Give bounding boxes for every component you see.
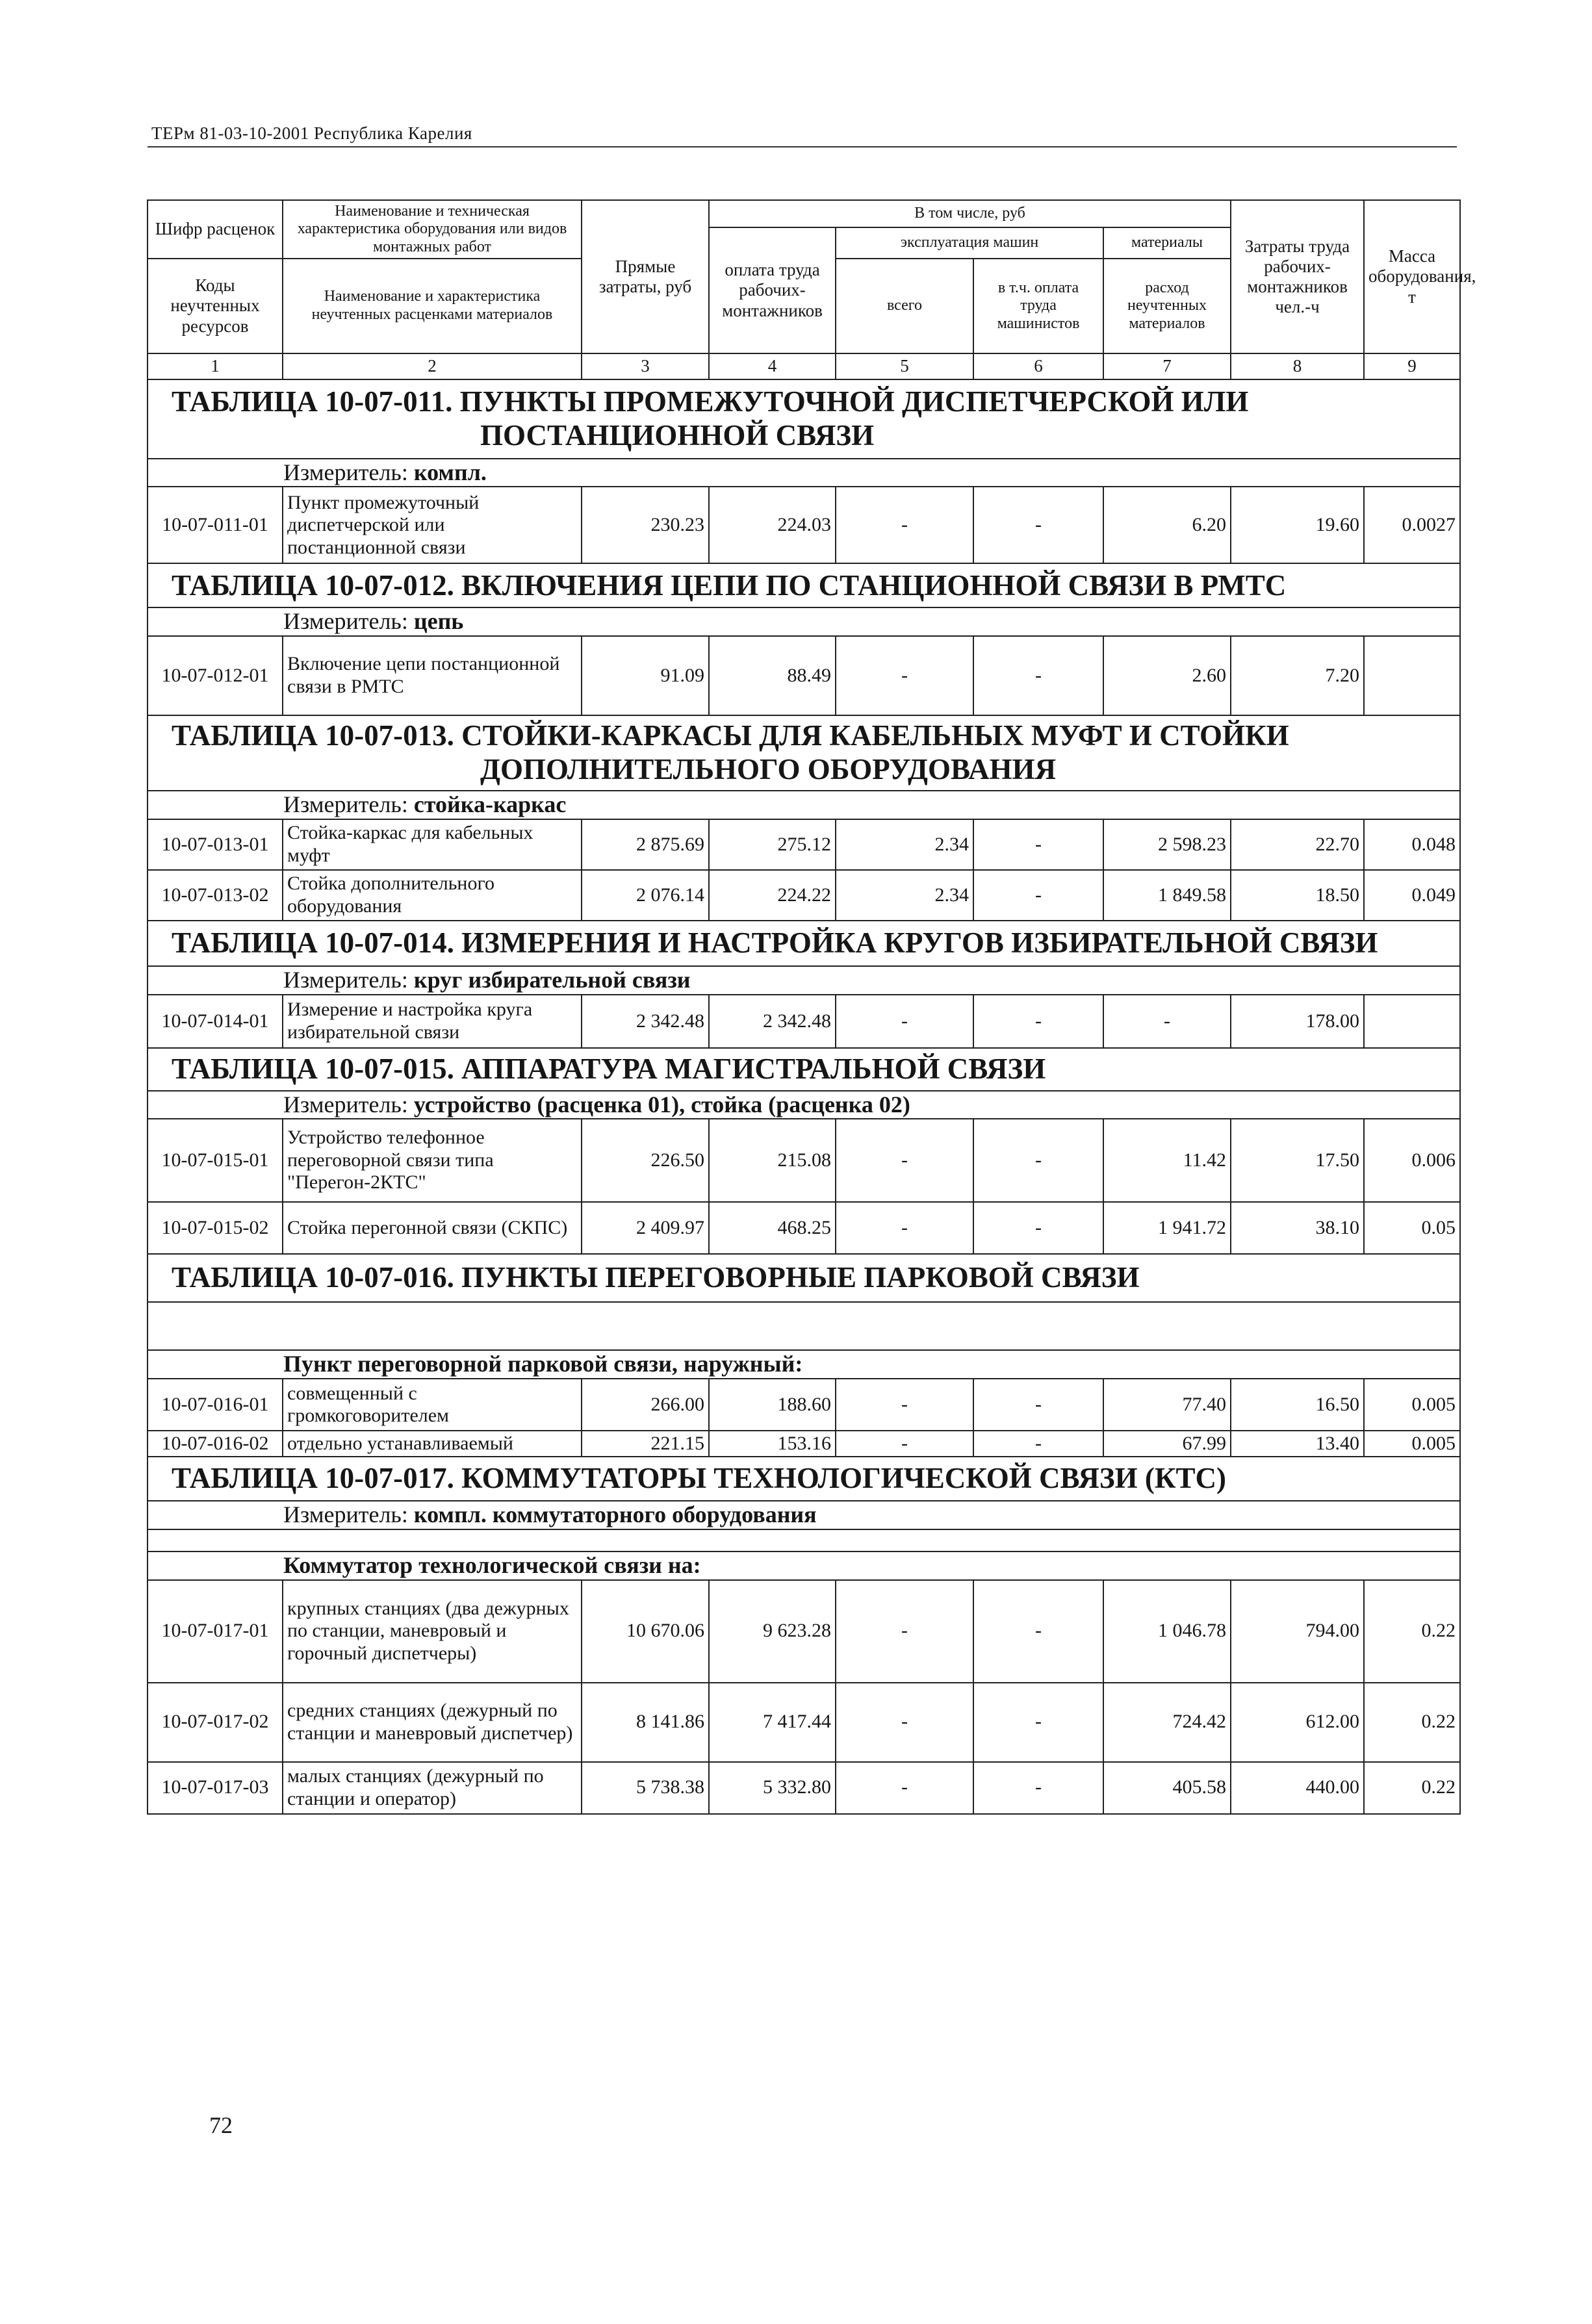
row-machines-wage: - [973, 1431, 1103, 1457]
row-mass: 0.049 [1364, 870, 1460, 921]
row-mass: 0.005 [1364, 1379, 1460, 1431]
row-code: 10-07-015-02 [148, 1202, 283, 1254]
row-name: Стойка-каркас для кабельных муфт [283, 819, 582, 870]
table-row [148, 1683, 1460, 1762]
col-num: 9 [1364, 353, 1460, 379]
row-machines-wage: - [973, 636, 1103, 715]
row-materials: 1 046.78 [1103, 1580, 1231, 1683]
row-materials: 1 849.58 [1103, 870, 1231, 921]
row-wage: 88.49 [709, 636, 836, 715]
measure-label: Измеритель: [283, 1091, 414, 1117]
row-machines-total: 2.34 [836, 819, 973, 870]
row-name: Измерение и настройка круга избирательной связи [283, 995, 582, 1048]
row-name: отдельно устанавливаемый [283, 1431, 582, 1457]
row-machines-total: - [836, 995, 973, 1048]
row-wage: 7 417.44 [709, 1683, 836, 1762]
row-machines-wage: - [973, 1379, 1103, 1431]
row-materials: 67.99 [1103, 1431, 1231, 1457]
row-labor: 18.50 [1231, 870, 1364, 921]
hdr-name2: Наименование и характеристика неучтенных расценками материалов [283, 259, 582, 353]
row-wage: 275.12 [709, 819, 836, 870]
row-machines-total: - [836, 636, 973, 715]
row-materials: 2 598.23 [1103, 819, 1231, 870]
table-row [148, 1119, 1460, 1202]
table-row [148, 487, 1460, 563]
measure-unit: стойка-каркас [413, 791, 567, 818]
row-materials: 724.42 [1103, 1683, 1231, 1762]
col-num: 7 [1103, 353, 1231, 379]
row-machines-wage: - [973, 1580, 1103, 1683]
hdr-materials: материалы [1103, 227, 1231, 259]
section-title-line1: ТАБЛИЦА 10-07-011. ПУНКТЫ ПРОМЕЖУТОЧНОЙ ДИСПЕТЧЕРСКОЙ ИЛИ [172, 385, 1249, 418]
hdr-mass: Масса оборудования, т [1364, 200, 1460, 353]
row-materials: 405.58 [1103, 1762, 1231, 1814]
table-row [148, 636, 1460, 715]
measure-label: Измеритель: [283, 967, 414, 993]
row-code: 10-07-011-01 [148, 487, 283, 563]
row-mass: 0.22 [1364, 1762, 1460, 1814]
row-machines-wage: - [973, 1683, 1103, 1762]
row-materials: 6.20 [1103, 487, 1231, 563]
row-machines-total: - [836, 1119, 973, 1202]
row-code: 10-07-012-01 [148, 636, 283, 715]
row-name: Стойка дополнительного оборудования [283, 870, 582, 921]
measure-label: Измеритель: [283, 1501, 414, 1528]
row-machines-total: 2.34 [836, 870, 973, 921]
table-row [148, 995, 1460, 1048]
col-num: 5 [836, 353, 973, 379]
row-labor: 38.10 [1231, 1202, 1364, 1254]
measure-line [148, 966, 1460, 995]
col-num: 8 [1231, 353, 1364, 379]
row-code: 10-07-013-01 [148, 819, 283, 870]
row-machines-wage: - [973, 1202, 1103, 1254]
measure-line [148, 607, 1460, 635]
row-mass [1364, 636, 1460, 715]
row-direct: 91.09 [582, 636, 709, 715]
row-direct: 226.50 [582, 1119, 709, 1202]
row-machines-wage: - [973, 1119, 1103, 1202]
row-machines-total: - [836, 1202, 973, 1254]
row-materials: 2.60 [1103, 636, 1231, 715]
row-mass: 0.006 [1364, 1119, 1460, 1202]
row-direct: 266.00 [582, 1379, 709, 1431]
row-code: 10-07-014-01 [148, 995, 283, 1048]
subgroup-title: Пункт переговорной парковой связи, наружный: [148, 1350, 1460, 1379]
row-wage: 2 342.48 [709, 995, 836, 1048]
row-mass: 0.22 [1364, 1580, 1460, 1683]
row-wage: 224.22 [709, 870, 836, 921]
hdr-labor: Затраты труда рабочих-монтажников чел.-ч [1231, 200, 1364, 353]
row-wage: 215.08 [709, 1119, 836, 1202]
row-machines-total: - [836, 1431, 973, 1457]
row-wage: 224.03 [709, 487, 836, 563]
row-direct: 10 670.06 [582, 1580, 709, 1683]
measure-unit: круг избирательной связи [413, 967, 691, 993]
row-name: средних станциях (дежурный по станции и маневровый диспетчер) [283, 1683, 582, 1762]
row-machines-wage: - [973, 819, 1103, 870]
row-labor: 440.00 [1231, 1762, 1364, 1814]
col-num: 3 [582, 353, 709, 379]
col-num: 1 [148, 353, 283, 379]
section-title [148, 379, 1460, 459]
table-row [148, 819, 1460, 870]
row-machines-wage: - [973, 870, 1103, 921]
table-row [148, 870, 1460, 921]
row-code: 10-07-013-02 [148, 870, 283, 921]
section-title: ТАБЛИЦА 10-07-016. ПУНКТЫ ПЕРЕГОВОРНЫЕ ПАРКОВОЙ СВЯЗИ [148, 1254, 1460, 1302]
row-wage: 153.16 [709, 1431, 836, 1457]
row-direct: 2 409.97 [582, 1202, 709, 1254]
row-wage: 468.25 [709, 1202, 836, 1254]
section-title: ТАБЛИЦА 10-07-012. ВКЛЮЧЕНИЯ ЦЕПИ ПО СТАНЦИОННОЙ СВЯЗИ В РМТС [148, 563, 1460, 607]
row-name: малых станциях (дежурный по станции и оператор) [283, 1762, 582, 1814]
row-materials: 77.40 [1103, 1379, 1231, 1431]
row-code: 10-07-015-01 [148, 1119, 283, 1202]
measure-line [148, 1091, 1460, 1119]
row-labor: 17.50 [1231, 1119, 1364, 1202]
row-direct: 5 738.38 [582, 1762, 709, 1814]
col-num: 4 [709, 353, 836, 379]
row-labor: 7.20 [1231, 636, 1364, 715]
row-materials: 1 941.72 [1103, 1202, 1231, 1254]
row-labor: 16.50 [1231, 1379, 1364, 1431]
row-name: Включение цепи постанционной связи в РМТС [283, 636, 582, 715]
row-mass [1364, 995, 1460, 1048]
measure-unit: устройство (расценка 01), стойка (расценка 02) [413, 1091, 910, 1117]
row-labor: 13.40 [1231, 1431, 1364, 1457]
measure-line [148, 1501, 1460, 1529]
section-title-line1: ТАБЛИЦА 10-07-013. СТОЙКИ-КАРКАСЫ ДЛЯ КАБЕЛЬНЫХ МУФТ И СТОЙКИ [172, 719, 1289, 752]
measure-line [148, 791, 1460, 819]
measure-label: Измеритель: [283, 459, 414, 485]
row-direct: 2 342.48 [582, 995, 709, 1048]
row-mass: 0.048 [1364, 819, 1460, 870]
row-labor: 19.60 [1231, 487, 1364, 563]
hdr-unaccounted: расход неучтенных материалов [1103, 259, 1231, 353]
hdr-machines: эксплуатация машин [836, 227, 1103, 259]
section-title: ТАБЛИЦА 10-07-014. ИЗМЕРЕНИЯ И НАСТРОЙКА КРУГОВ ИЗБИРАТЕЛЬНОЙ СВЯЗИ [148, 921, 1460, 966]
row-labor: 178.00 [1231, 995, 1364, 1048]
table-row [148, 1431, 1460, 1457]
measure-label: Измеритель: [283, 608, 414, 635]
hdr-direct: Прямые затраты, руб [582, 200, 709, 353]
hdr-total: всего [836, 259, 973, 353]
table-row [148, 1762, 1460, 1814]
hdr-codes: Коды неучтенных ресурсов [148, 259, 283, 353]
hdr-cipher: Шифр расценок [148, 200, 283, 259]
column-numbers-row [148, 353, 1460, 379]
header-rule [148, 146, 1457, 147]
subgroup-title: Коммутатор технологической связи на: [148, 1551, 1460, 1580]
row-name: крупных станциях (два дежурных по станции, маневровый и горочный диспетчеры) [283, 1580, 582, 1683]
row-materials: 11.42 [1103, 1119, 1231, 1202]
row-code: 10-07-017-01 [148, 1580, 283, 1683]
section-title-line2: ПОСТАНЦИОННОЙ СВЯЗИ [480, 419, 875, 452]
row-code: 10-07-017-03 [148, 1762, 283, 1814]
row-direct: 221.15 [582, 1431, 709, 1457]
hdr-incl-wage: в т.ч. оплата труда машинистов [973, 259, 1103, 353]
row-code: 10-07-016-02 [148, 1431, 283, 1457]
row-direct: 230.23 [582, 487, 709, 563]
row-name: Устройство телефонное переговорной связи типа "Перегон-2КТС" [283, 1119, 582, 1202]
row-machines-total: - [836, 1683, 973, 1762]
measure-label: Измеритель: [283, 791, 414, 818]
row-name: Стойка перегонной связи (СКПС) [283, 1202, 582, 1254]
section-title: ТАБЛИЦА 10-07-015. АППАРАТУРА МАГИСТРАЛЬНОЙ СВЯЗИ [148, 1048, 1460, 1091]
row-wage: 9 623.28 [709, 1580, 836, 1683]
rates-table [147, 199, 1476, 1815]
table-row [148, 1379, 1460, 1431]
measure-unit: цепь [413, 608, 464, 635]
row-machines-total: - [836, 1379, 973, 1431]
blank-measure-line [148, 1302, 1460, 1350]
row-wage: 5 332.80 [709, 1762, 836, 1814]
row-direct: 2 076.14 [582, 870, 709, 921]
row-machines-wage: - [973, 995, 1103, 1048]
page-number: 72 [209, 2112, 233, 2138]
hdr-incl: В том числе, руб [709, 200, 1231, 227]
row-labor: 612.00 [1231, 1683, 1364, 1762]
row-machines-wage: - [973, 1762, 1103, 1814]
row-machines-wage: - [973, 487, 1103, 563]
row-materials: - [1103, 995, 1231, 1048]
document-header: ТЕРм 81-03-10-2001 Республика Карелия [151, 123, 472, 143]
row-machines-total: - [836, 1762, 973, 1814]
row-mass: 0.22 [1364, 1683, 1460, 1762]
row-wage: 188.60 [709, 1379, 836, 1431]
table-row [148, 1580, 1460, 1683]
col-num: 6 [973, 353, 1103, 379]
row-direct: 8 141.86 [582, 1683, 709, 1762]
row-direct: 2 875.69 [582, 819, 709, 870]
row-name: совмещенный с громкоговорителем [283, 1379, 582, 1431]
row-mass: 0.05 [1364, 1202, 1460, 1254]
blank-line [148, 1529, 1460, 1551]
row-machines-total: - [836, 1580, 973, 1683]
row-machines-total: - [836, 487, 973, 563]
table-row [148, 1202, 1460, 1254]
row-mass: 0.0027 [1364, 487, 1460, 563]
hdr-wage: оплата труда рабочих-монтажников [709, 227, 836, 353]
measure-line [148, 459, 1460, 487]
row-labor: 22.70 [1231, 819, 1364, 870]
row-code: 10-07-016-01 [148, 1379, 283, 1431]
row-labor: 794.00 [1231, 1580, 1364, 1683]
section-title: ТАБЛИЦА 10-07-017. КОММУТАТОРЫ ТЕХНОЛОГИЧЕСКОЙ СВЯЗИ (КТС) [148, 1457, 1460, 1501]
hdr-name: Наименование и техническая характеристика оборудования или видов монтажных работ [283, 200, 582, 259]
measure-unit: компл. коммутаторного оборудования [413, 1501, 817, 1528]
measure-unit: компл. [413, 459, 487, 485]
row-name: Пункт промежуточный диспетчерской или постанционной связи [283, 487, 582, 563]
section-title [148, 715, 1460, 791]
col-num: 2 [283, 353, 582, 379]
row-mass: 0.005 [1364, 1431, 1460, 1457]
row-code: 10-07-017-02 [148, 1683, 283, 1762]
section-title-line2: ДОПОЛНИТЕЛЬНОГО ОБОРУДОВАНИЯ [480, 752, 1057, 785]
